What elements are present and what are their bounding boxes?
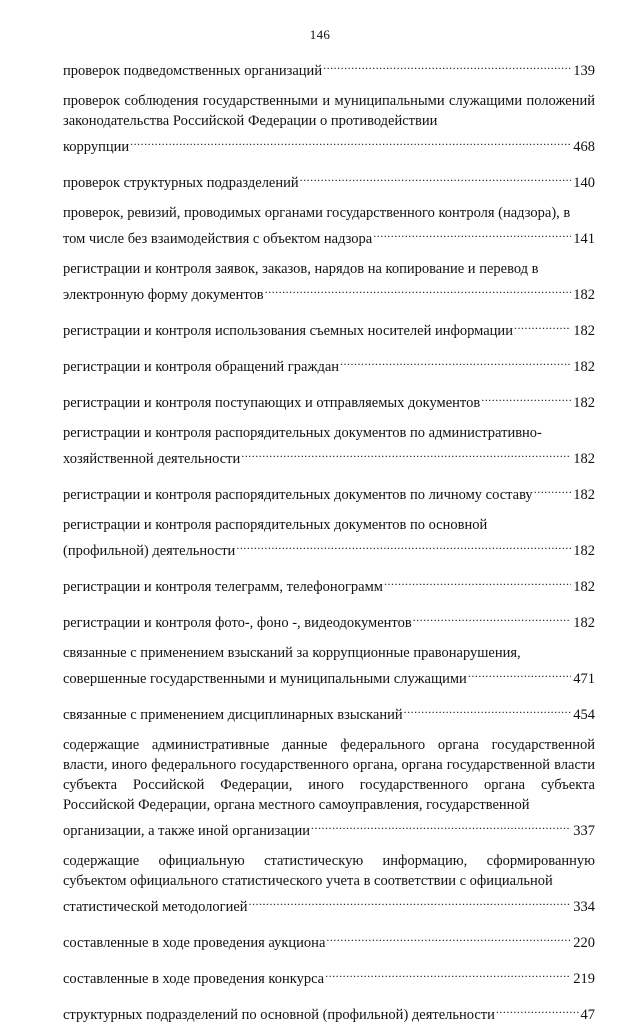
entry-page-ref: 337 <box>573 823 595 839</box>
entry-page-ref: 140 <box>573 175 595 191</box>
index-entry <box>63 851 595 917</box>
entry-term: проверок подведомственных организаций <box>63 63 323 79</box>
index-entry <box>63 699 595 725</box>
entry-page-ref: 182 <box>573 451 595 467</box>
dot-leader <box>384 571 571 591</box>
entry-term-lead: регистрации и контроля распорядительных документов по основной <box>63 517 488 533</box>
entry-term: регистрации и контроля распорядительных документов по личному составу <box>63 487 533 503</box>
dot-leader <box>325 963 571 983</box>
index-entry <box>63 203 595 249</box>
index-entry <box>63 351 595 377</box>
dot-leader <box>236 535 571 555</box>
entry-term-lead: связанные с применением взысканий за коррупционные правонарушения, <box>63 645 521 661</box>
dot-leader <box>496 999 579 1019</box>
dot-leader <box>326 927 571 947</box>
index-entry <box>63 55 595 81</box>
dot-leader <box>300 167 572 187</box>
entry-term: регистрации и контроля использования съемных носителей информации <box>63 323 513 339</box>
entry-term: регистрации и контроля поступающих и отправляемых документов <box>63 395 481 411</box>
entry-term: связанные с применением дисциплинарных взысканий <box>63 707 403 723</box>
entry-term-lead: регистрации и контроля заявок, заказов, нарядов на копирование и перевод в <box>63 261 539 277</box>
dot-leader <box>413 607 572 627</box>
entry-page-ref: 471 <box>573 671 595 687</box>
dot-leader <box>241 443 571 463</box>
entry-term: составленные в ходе проведения конкурса <box>63 971 325 987</box>
index-entry <box>63 515 595 561</box>
entry-page-ref: 182 <box>573 543 595 559</box>
entry-term: коррупции <box>63 139 130 155</box>
index-entry <box>63 259 595 305</box>
index-entry <box>63 479 595 505</box>
entry-page-ref: 220 <box>573 935 595 951</box>
entry-term: структурных подразделений по основной (профильной) деятельности <box>63 1007 495 1023</box>
index-entry <box>63 91 595 157</box>
entry-term: совершенные государственными и муниципальными служащими <box>63 671 467 687</box>
entry-page-ref: 141 <box>573 231 595 247</box>
entry-page-ref: 468 <box>573 139 595 155</box>
entry-page-ref: 182 <box>573 487 595 503</box>
entry-term-lead: содержащие административные данные федерального органа государственной власти, иного федерального государственного органа, органа государственной власти субъекта Российской Федерации, иного государственного органа субъекта Российской Федерации, органа местного самоуправления, государственной <box>63 737 595 813</box>
dot-leader <box>534 479 572 499</box>
index-entry <box>63 315 595 341</box>
index-entry <box>63 167 595 193</box>
entry-term-lead: регистрации и контроля распорядительных документов по административно- <box>63 425 542 441</box>
entry-term-lead: проверок соблюдения государственными и муниципальными служащими положений законодательства Российской Федерации о противодействии <box>63 93 595 129</box>
index-entry <box>63 571 595 597</box>
entry-term: организации, а также иной организации <box>63 823 311 839</box>
index-entry <box>63 423 595 469</box>
dot-leader <box>468 663 571 683</box>
dot-leader <box>404 699 572 719</box>
entry-page-ref: 182 <box>573 615 595 631</box>
entry-page-ref: 182 <box>573 287 595 303</box>
entry-page-ref: 182 <box>573 579 595 595</box>
dot-leader <box>340 351 571 371</box>
page-number: 146 <box>309 27 331 42</box>
dot-leader <box>265 279 572 299</box>
dot-leader <box>373 223 571 243</box>
entry-term: электронную форму документов <box>63 287 264 303</box>
index-entry <box>63 387 595 413</box>
index-entry <box>63 643 595 689</box>
entry-term: проверок структурных подразделений <box>63 175 299 191</box>
entry-page-ref: 334 <box>573 899 595 915</box>
entry-page-ref: 219 <box>573 971 595 987</box>
dot-leader <box>514 315 571 335</box>
index-list <box>63 55 595 1035</box>
index-entry <box>63 607 595 633</box>
entry-page-ref: 454 <box>573 707 595 723</box>
dot-leader <box>130 131 571 151</box>
entry-term: том числе без взаимодействия с объектом надзора <box>63 231 373 247</box>
entry-term-lead: проверок, ревизий, проводимых органами государственного контроля (надзора), в <box>63 205 571 221</box>
entry-term: статистической методологией <box>63 899 248 915</box>
dot-leader <box>481 387 571 407</box>
index-entry <box>63 963 595 989</box>
entry-page-ref: 182 <box>573 323 595 339</box>
entry-page-ref: 182 <box>573 359 595 375</box>
entry-page-ref: 47 <box>580 1007 595 1023</box>
entry-term: регистрации и контроля телеграмм, телефонограмм <box>63 579 383 595</box>
entry-page-ref: 139 <box>573 63 595 79</box>
entry-page-ref: 182 <box>573 395 595 411</box>
entry-term: регистрации и контроля фото-, фоно -, видеодокументов <box>63 615 412 631</box>
dot-leader <box>311 815 571 835</box>
entry-term-lead: содержащие официальную статистическую информацию, сформированную субъектом официального статистического учета в соответствии с официальной <box>63 853 595 889</box>
index-entry <box>63 735 595 841</box>
index-entry <box>63 999 595 1025</box>
dot-leader <box>323 55 571 75</box>
entry-term: составленные в ходе проведения аукциона <box>63 935 326 951</box>
dot-leader <box>249 891 572 911</box>
entry-term: (профильной) деятельности <box>63 543 236 559</box>
entry-term: хозяйственной деятельности <box>63 451 241 467</box>
entry-term: регистрации и контроля обращений граждан <box>63 359 340 375</box>
index-entry <box>63 927 595 953</box>
